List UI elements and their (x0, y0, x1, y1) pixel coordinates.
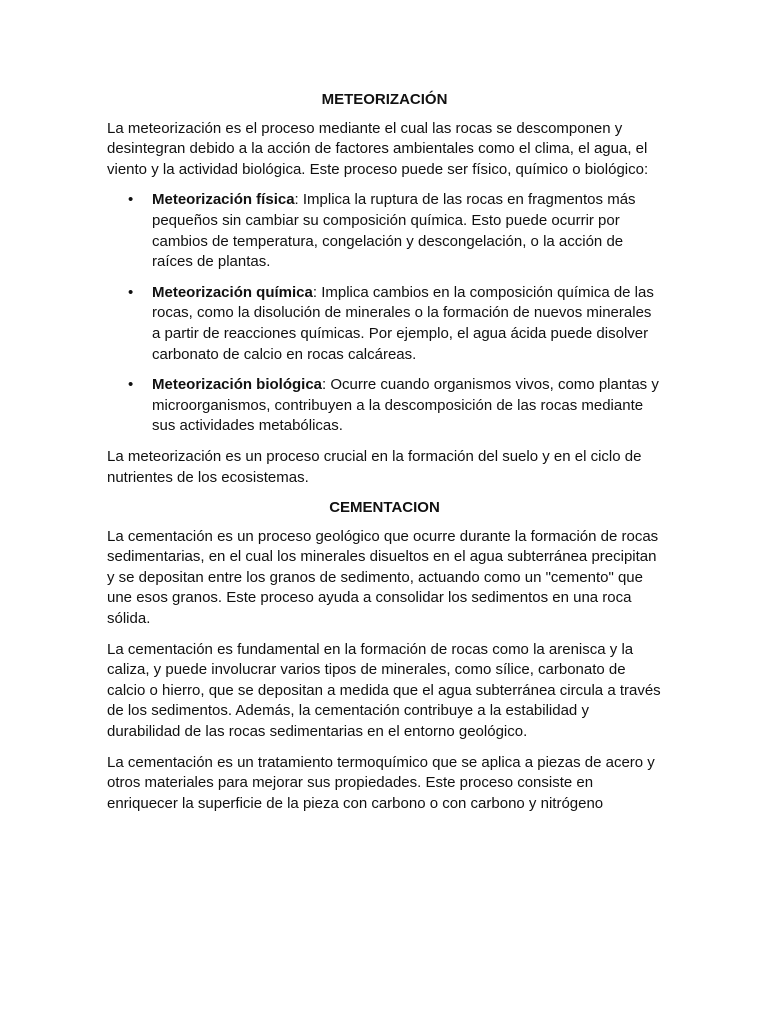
intro-paragraph: La meteorización es el proceso mediante el cual las rocas se descomponen y desintegran debido a la acción de factores ambientales como el clima, el agua, el viento y la actividad biológica. Este proceso puede ser físico, químico o biológico: (107, 119, 649, 178)
list-item-biologica (128, 375, 662, 437)
bullet-icon: • (128, 191, 134, 209)
term-description: : Implica cambios en la composición química de las rocas, como la disolución de minerales o la formación de nuevos minerales a partir de reacciones químicas. Por ejemplo, el agua ácida puede disolver carbonato de calcio en rocas calcáreas. (152, 283, 654, 363)
section-title-meteorizacion: METEORIZACIÓN (321, 91, 448, 108)
term-description: : Implica la ruptura de las rocas en fragmentos más pequeños sin cambiar su composición química. Esto puede ocurrir por cambios de temperatura, congelación y descongelación, o la acción de raíces de plantas. (152, 191, 636, 271)
section-title-cementacion: CEMENTACION (329, 499, 440, 517)
closing-paragraph: La meteorización es un proceso crucial en la formación del suelo y en el ciclo de nutrientes de los ecosistemas. (107, 447, 642, 486)
term-description: : Ocurre cuando organismos vivos, como plantas y microorganismos, contribuyen a la descomposición de las rocas mediante sus actividades metabólicas. (152, 376, 659, 435)
body-paragraph: La cementación es un tratamiento termoquímico que se aplica a piezas de acero y otros materiales para mejorar sus propiedades. Este proceso consiste en enriquecer la superficie de la pieza con carbono o con carbono y nitrógeno (107, 753, 655, 812)
body-paragraph: La cementación es un proceso geológico que ocurre durante la formación de rocas sedimentarias, en el cual los minerales disueltos en el agua subterránea precipitan y se depositan entre los granos de sedimento, actuando como un "cemento" que une esos granos. Este proceso ayuda a consolidar los sedimentos en una roca sólida. (107, 527, 659, 628)
term-label: Meteorización física (152, 191, 295, 209)
bullet-icon: • (128, 283, 134, 301)
weathering-types-list (107, 190, 662, 437)
bullet-icon: • (128, 376, 134, 394)
term-label: Meteorización biológica (152, 376, 323, 394)
list-item-fisica (128, 190, 662, 272)
list-item-quimica (128, 283, 662, 365)
body-paragraph: La cementación es fundamental en la formación de rocas como la arenisca y la caliza, y puede involucrar varios tipos de minerales, como sílice, carbonato de calcio o hierro, que se depositan a medida que el agua subterránea circula a través de los sedimentos. Además, la cementación contribuye a la estabilidad y durabilidad de las rocas sedimentarias en el entorno geológico. (107, 640, 661, 741)
term-label: Meteorización química (152, 283, 313, 301)
